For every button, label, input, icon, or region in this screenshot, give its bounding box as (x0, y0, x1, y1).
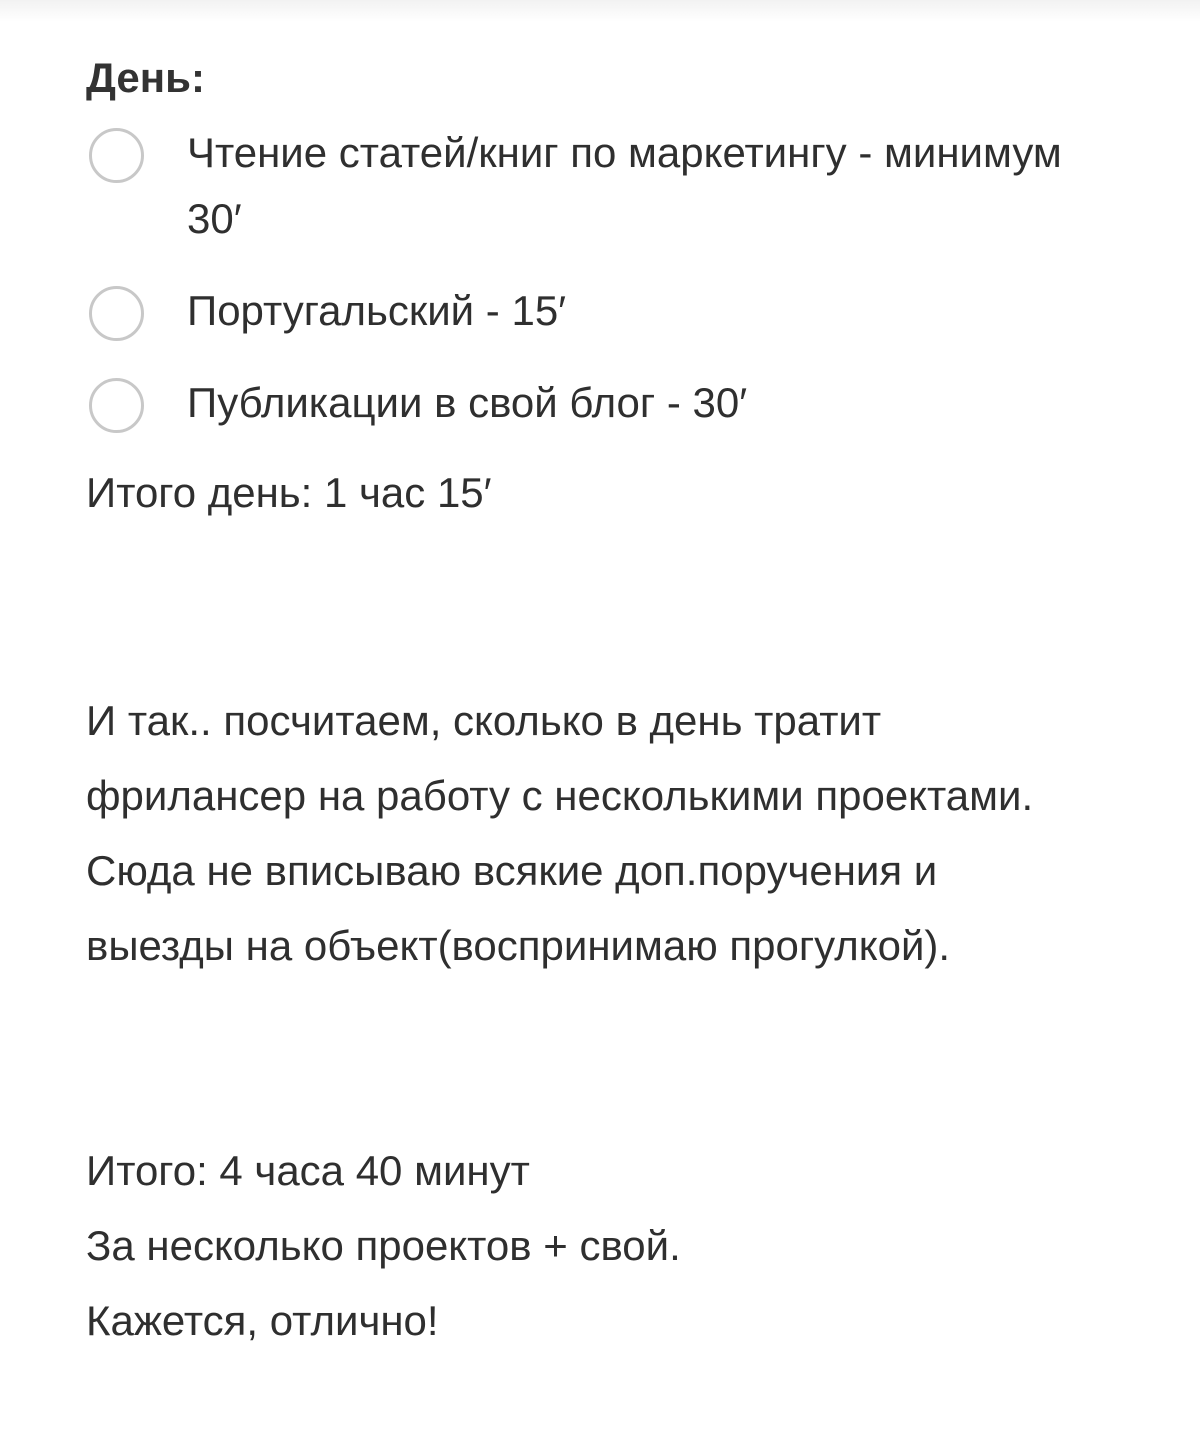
summary-block (86, 1133, 1096, 1358)
checklist-item (86, 278, 1126, 344)
section-heading: День: (86, 54, 205, 101)
checklist-item-text: Публикации в свой блог - 30′ (187, 379, 748, 426)
checkbox-circle-icon[interactable] (89, 286, 144, 341)
body-paragraph: И так.. посчитаем, сколько в день тратит фрилансер на работу с несколькими проектами. Сюда не вписываю всякие доп.поручения и выезды на объект(воспринимаю прогулкой). (86, 697, 1034, 969)
day-total-text: Итого день: 1 час 15′ (86, 469, 492, 516)
checkbox-circle-icon[interactable] (89, 378, 144, 433)
checklist-item-text: Португальский - 15′ (187, 287, 567, 334)
checkbox-circle-icon[interactable] (89, 128, 144, 183)
checklist (86, 120, 1126, 462)
checklist-item (86, 370, 1126, 436)
summary-total-line: Итого: 4 часа 40 минут (86, 1147, 530, 1194)
checklist-item (86, 120, 1126, 252)
checklist-item-text: Чтение статей/книг по маркетингу - минимум 30′ (187, 129, 1062, 242)
top-divider (0, 0, 1200, 22)
summary-projects-line: За несколько проектов + свой. (86, 1222, 681, 1269)
summary-conclusion-line: Кажется, отлично! (86, 1297, 439, 1344)
